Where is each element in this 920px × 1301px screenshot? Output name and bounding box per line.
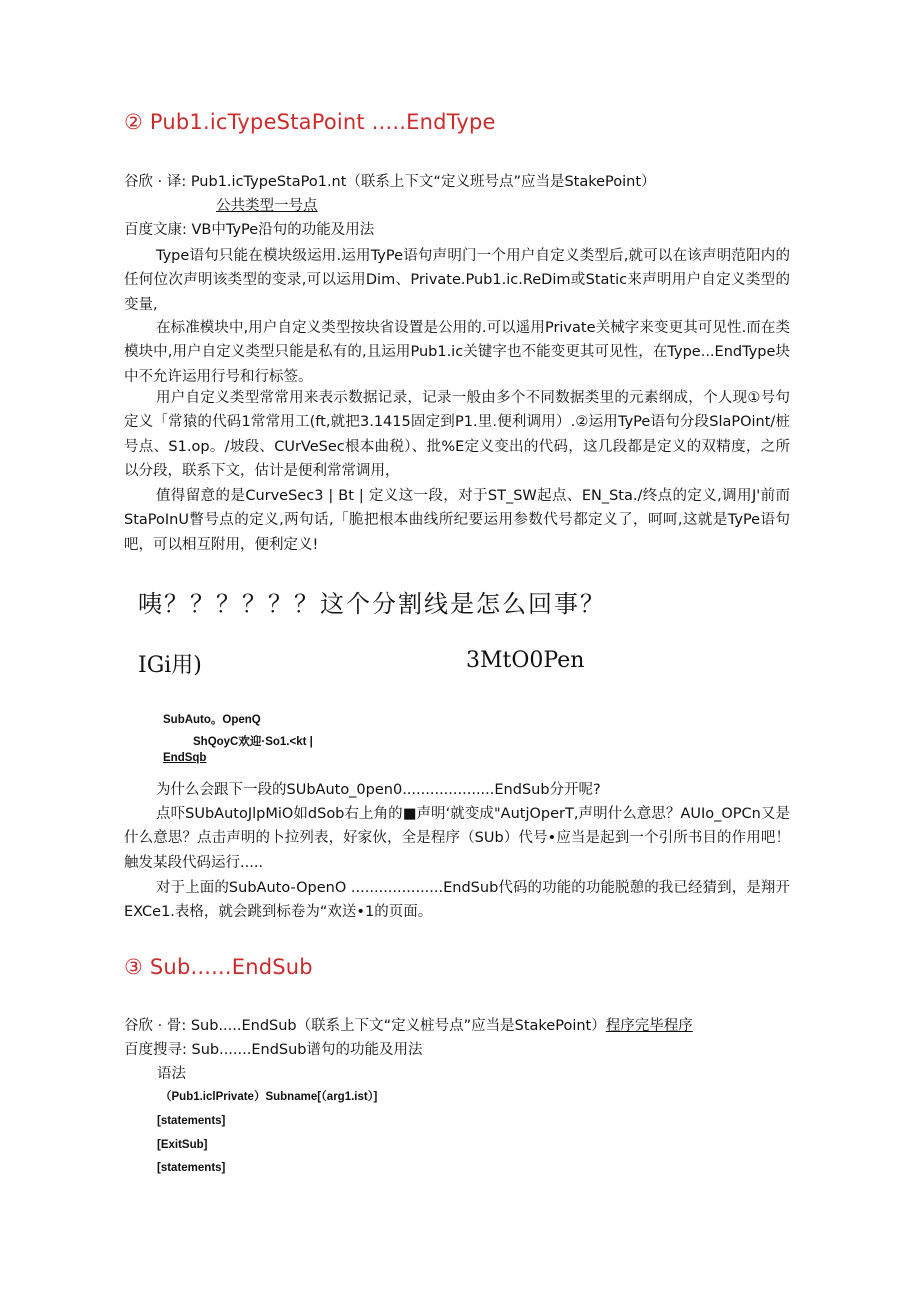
section-3-translate-text: 谷欣 · 骨: Sub.....EndSub（联系上下文“定义桩号点”应当是StakePoint） xyxy=(124,1018,606,1034)
paragraph-2: 在标准模块中,用户自定义类型按块省设置是公用的.可以遥用Private关械字来变更其可见性.而在类模块中,用户自定义类型只能是私有的,且运用Pub1.ic关键字也不能变更其可见性，在Type...EndType块中不允许运用行号和行标签。 xyxy=(124,320,790,385)
paragraph-4: 值得留意的是CurveSec3 | Bt | 定义这一段，对于ST_SW起点、EN_Sta./终点的定义,调用J'前而StaPoInU瞥号点的定义,两句话,「脆把根本曲线所纪要运用参数代号都定义了，呵呵,这就是TyPe语句吧，可以相互附用，便利定义! xyxy=(124,488,790,553)
section-3-baidu-line: 百度搜寻: Sub.......EndSub谱句的功能及用法 xyxy=(124,1042,423,1058)
section-2-heading: ② Pub1.icTypeStaPoint .....EndType xyxy=(124,110,496,134)
paragraph-3: 用户自定义类型常常用来表示数据记录，记录一般由多个不同数据类里的元素纲成，个人现①号句定义「常猿的代码1常常用工(ft,就把3.1415固定到P1.里.便利调用）.②运用TyPe语句分段SlaPOint/桩号点、S1.op。/坡段、CUrVeSec根本曲税）、批%E定义变出的代码，这几段都是定义的双精度，之所以分段，联系下文，估计是便利常常调用， xyxy=(124,390,790,479)
translate-line: 谷欣 · 译: Pub1.icTypeStaPo1.nt（联系上下文“定义班号点”应当是StakePoint） xyxy=(124,174,656,190)
code-line-2: ShQoyC欢迎·So1.<kt | xyxy=(193,736,313,748)
after-code-paragraph-1: 为什么会跟下一段的SUbAuto_0pen0....................EndSub分开呢? xyxy=(156,782,601,798)
section-3-translate-tail: 程序完毕程序 xyxy=(605,1018,693,1034)
divider-question: 咦？？？？？？这个分割线是怎么回事？ xyxy=(138,590,606,618)
translate-sub: 公共类型一号点 xyxy=(216,198,318,214)
after-code-paragraph-3: 对于上面的SubAuto-OpenO ....................EndSub代码的功能的功能脱憩的我已经猜到，是翔开EXCe1.表格，就会跳到标卷为“欢送•1的页面。 xyxy=(124,880,790,921)
after-code-paragraph-2: 点吓SUbAutoJlpMiO如dSob右上角的■声明‘就变成"AutjOperT,声明什么意思？AUIo_OPCn又是什么意思？点击声明的卜拉列表，好家伙，全是程序（SUb）代号•应当是起到一个引所书目的作用吧！触发某段代码运行..... xyxy=(124,806,790,871)
statements-2: [statements] xyxy=(157,1162,226,1174)
statements-1: [statements] xyxy=(157,1115,226,1127)
section-3-translate-line xyxy=(124,1014,693,1038)
code-line-1: SubAuto。OpenQ xyxy=(163,714,261,726)
macro-left-label: IGi用) xyxy=(138,653,202,678)
macro-right-label: 3MtO0Pen xyxy=(466,648,585,673)
paragraph-1: Type语句只能在模块级运用.运用TyPe语句声明门一个用户自定义类型后,就可以在该声明范阳内的任何位次声明该类型的变录,可以运用Dim、Private.Pub1.ic.ReDim或Static来声明用户自定义类型的变量, xyxy=(124,248,790,313)
syntax-line: （Pub1.iclPrivate）Subname[（arg1.ist）] xyxy=(160,1091,378,1103)
section-3-heading: ③ Sub......EndSub xyxy=(124,955,313,979)
exit-sub: [ExitSub] xyxy=(157,1139,208,1151)
baidu-line: 百度文康: VB中TyPe沿句的功能及用法 xyxy=(124,222,375,238)
syntax-label: 语法 xyxy=(157,1066,186,1082)
code-line-3: EndSqb xyxy=(163,752,207,764)
